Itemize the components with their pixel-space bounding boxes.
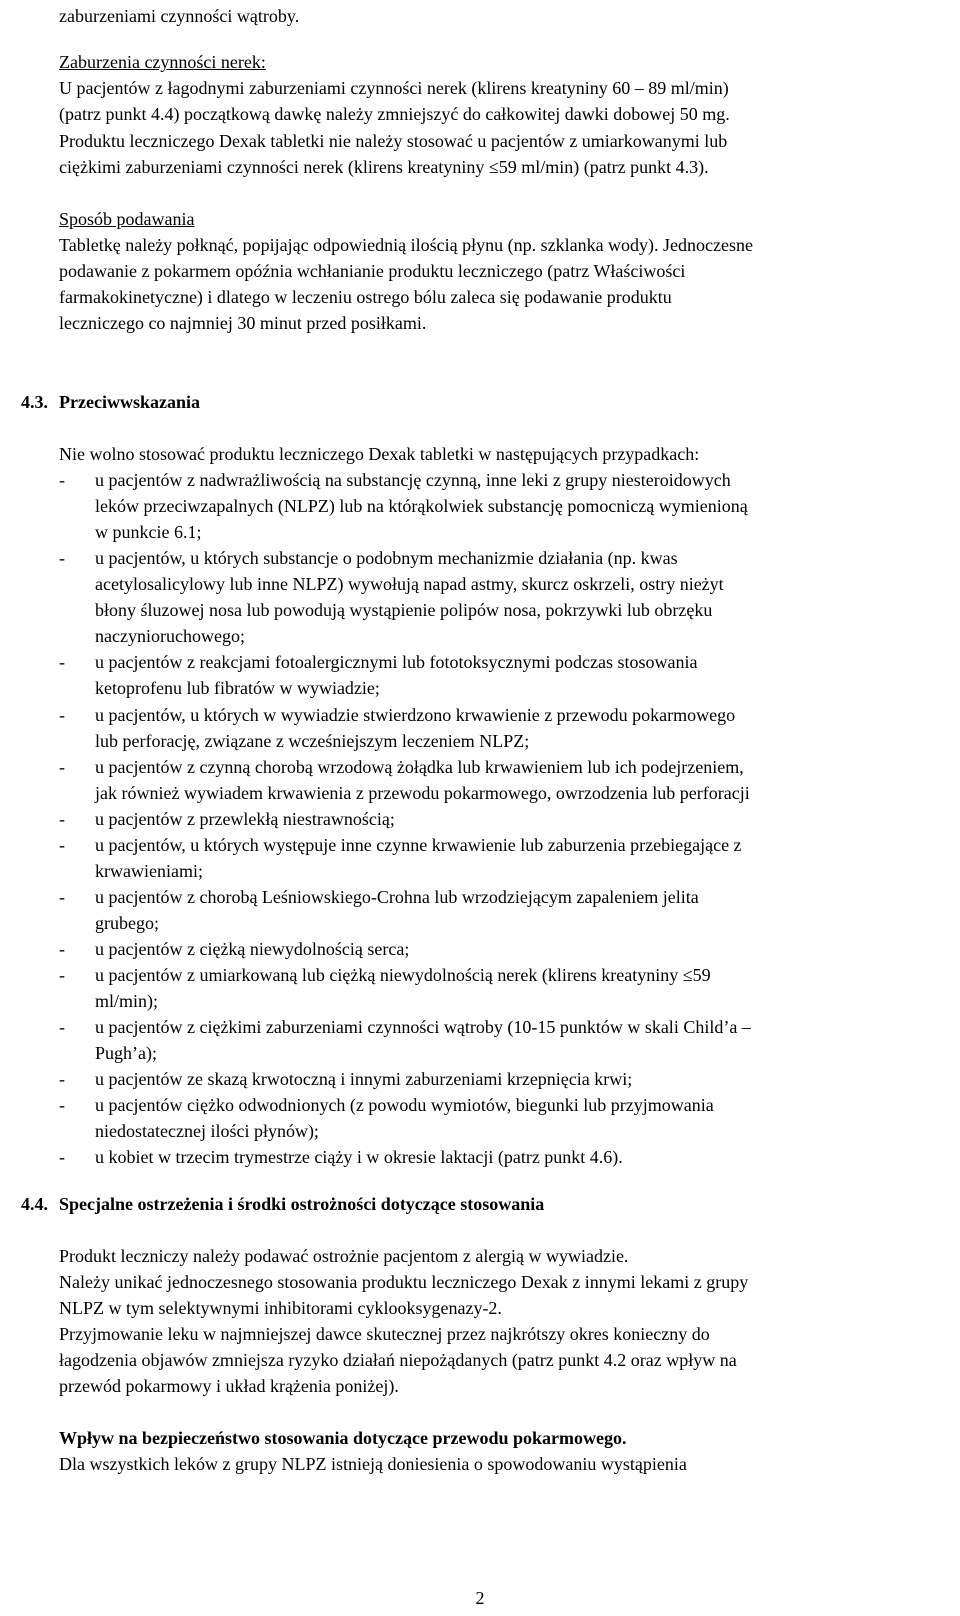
list-bullet: - — [59, 1147, 65, 1167]
administration-line: Tabletkę należy połknąć, popijając odpowiednią ilością płynu (np. szklanka wody). Jednoczesne — [59, 235, 754, 255]
section-line: Przyjmowanie leku w najmniejszej dawce skutecznej przez najkrótszy okres konieczny do — [59, 1324, 710, 1344]
list-bullet: - — [59, 1017, 65, 1037]
section-intro: Nie wolno stosować produktu leczniczego Dexak tabletki w następujących przypadkach: — [59, 444, 700, 464]
list-bullet: - — [59, 652, 65, 672]
section-number: 4.3. — [21, 392, 48, 412]
list-item-line: u pacjentów ze skazą krwotoczną i innymi zaburzeniami krzepnięcia krwi; — [95, 1069, 633, 1089]
list-bullet: - — [59, 939, 65, 959]
list-bullet: - — [59, 470, 65, 490]
continuation-line: zaburzeniami czynności wątroby. — [59, 6, 300, 26]
list-item-line: u pacjentów, u których substancje o podobnym mechanizmie działania (np. kwas — [95, 548, 678, 568]
administration-heading: Sposób podawania — [59, 209, 195, 229]
kidney-heading: Zaburzenia czynności nerek: — [59, 52, 266, 72]
list-item-line: u pacjentów z ciężkimi zaburzeniami czynności wątroby (10-15 punktów w skali Child’a – — [95, 1017, 751, 1037]
list-item-line: u pacjentów ciężko odwodnionych (z powodu wymiotów, biegunki lub przyjmowania — [95, 1095, 714, 1115]
section-title: Specjalne ostrzeżenia i środki ostrożności dotyczące stosowania — [59, 1194, 545, 1214]
list-item-line: u pacjentów z nadwrażliwością na substancję czynną, inne leki z grupy niesteroidowych — [95, 470, 731, 490]
kidney-line: Produktu leczniczego Dexak tabletki nie należy stosować u pacjentów z umiarkowanymi lub — [59, 131, 728, 151]
list-item-line: grubego; — [95, 913, 159, 933]
list-item-line: naczynioruchowego; — [95, 626, 245, 646]
list-item-line: jak również wywiadem krwawienia z przewodu pokarmowego, owrzodzenia lub perforacji — [95, 783, 750, 803]
list-bullet: - — [59, 835, 65, 855]
list-item-line: u pacjentów z czynną chorobą wrzodową żołądka lub krwawieniem lub ich podejrzeniem, — [95, 757, 744, 777]
list-item-line: ketoprofenu lub fibratów w wywiadzie; — [95, 678, 380, 698]
kidney-line: (patrz punkt 4.4) początkową dawkę należy zmniejszyć do całkowitej dawki dobowej 50 mg. — [59, 104, 730, 124]
administration-line: podawanie z pokarmem opóźnia wchłanianie produktu leczniczego (patrz Właściwości — [59, 261, 686, 281]
page-number: 2 — [475, 1588, 485, 1608]
list-item-line: u kobiet w trzecim trymestrze ciąży i w okresie laktacji (patrz punkt 4.6). — [95, 1147, 623, 1167]
list-item-line: w punkcie 6.1; — [95, 522, 202, 542]
list-item-line: u pacjentów z ciężką niewydolnością serca; — [95, 939, 410, 959]
list-item-line: u pacjentów, u których występuje inne czynne krwawienie lub zaburzenia przebiegające z — [95, 835, 742, 855]
list-item-line: lub perforację, związane z wcześniejszym leczeniem NLPZ; — [95, 731, 530, 751]
list-item-line: krwawieniami; — [95, 861, 203, 881]
section-line: Dla wszystkich leków z grupy NLPZ istnieją doniesienia o spowodowaniu wystąpienia — [59, 1454, 687, 1474]
list-item-line: u pacjentów z przewlekłą niestrawnością; — [95, 809, 395, 829]
list-item-line: leków przeciwzapalnych (NLPZ) lub na którąkolwiek substancję pomocniczą wymienioną — [95, 496, 748, 516]
section-line: Należy unikać jednoczesnego stosowania produktu leczniczego Dexak z innymi lekami z grupy — [59, 1272, 749, 1292]
kidney-line: ciężkimi zaburzeniami czynności nerek (klirens kreatyniny ≤59 ml/min) (patrz punkt 4.3). — [59, 157, 709, 177]
list-bullet: - — [59, 1069, 65, 1089]
list-item-line: Pugh’a); — [95, 1043, 157, 1063]
kidney-line: U pacjentów z łagodnymi zaburzeniami czynności nerek (klirens kreatyniny 60 – 89 ml/min) — [59, 78, 729, 98]
section-line: łagodzenia objawów zmniejsza ryzyko działań niepożądanych (patrz punkt 4.2 oraz wpływ na — [59, 1350, 737, 1370]
list-item-line: u pacjentów z chorobą Leśniowskiego-Crohna lub wrzodziejącym zapaleniem jelita — [95, 887, 699, 907]
list-bullet: - — [59, 757, 65, 777]
administration-line: leczniczego co najmniej 30 minut przed posiłkami. — [59, 313, 427, 333]
list-bullet: - — [59, 809, 65, 829]
list-item-line: u pacjentów z reakcjami fotoalergicznymi lub fototoksycznymi podczas stosowania — [95, 652, 698, 672]
list-item-line: błony śluzowej nosa lub powodują wystąpienie polipów nosa, pokrzywki lub obrzęku — [95, 600, 713, 620]
list-item-line: niedostatecznej ilości płynów); — [95, 1121, 319, 1141]
list-item-line: u pacjentów, u których w wywiadzie stwierdzono krwawienie z przewodu pokarmowego — [95, 705, 736, 725]
list-bullet: - — [59, 965, 65, 985]
section-line: przewód pokarmowy i układ krążenia poniżej). — [59, 1376, 399, 1396]
list-bullet: - — [59, 548, 65, 568]
subsection-heading: Wpływ na bezpieczeństwo stosowania dotyczące przewodu pokarmowego. — [59, 1428, 627, 1448]
section-title: Przeciwwskazania — [59, 392, 200, 412]
list-item-line: u pacjentów z umiarkowaną lub ciężką niewydolnością nerek (klirens kreatyniny ≤59 — [95, 965, 711, 985]
list-bullet: - — [59, 705, 65, 725]
section-line: Produkt leczniczy należy podawać ostrożnie pacjentom z alergią w wywiadzie. — [59, 1246, 629, 1266]
section-number: 4.4. — [21, 1194, 48, 1214]
list-bullet: - — [59, 1095, 65, 1115]
section-line: NLPZ w tym selektywnymi inhibitorami cyklooksygenazy-2. — [59, 1298, 502, 1318]
list-item-line: ml/min); — [95, 991, 158, 1011]
list-item-line: acetylosalicylowy lub inne NLPZ) wywołują napad astmy, skurcz oskrzeli, ostry nieżyt — [95, 574, 724, 594]
administration-line: farmakokinetyczne) i dlatego w leczeniu ostrego bólu zaleca się podawanie produktu — [59, 287, 672, 307]
list-bullet: - — [59, 887, 65, 907]
